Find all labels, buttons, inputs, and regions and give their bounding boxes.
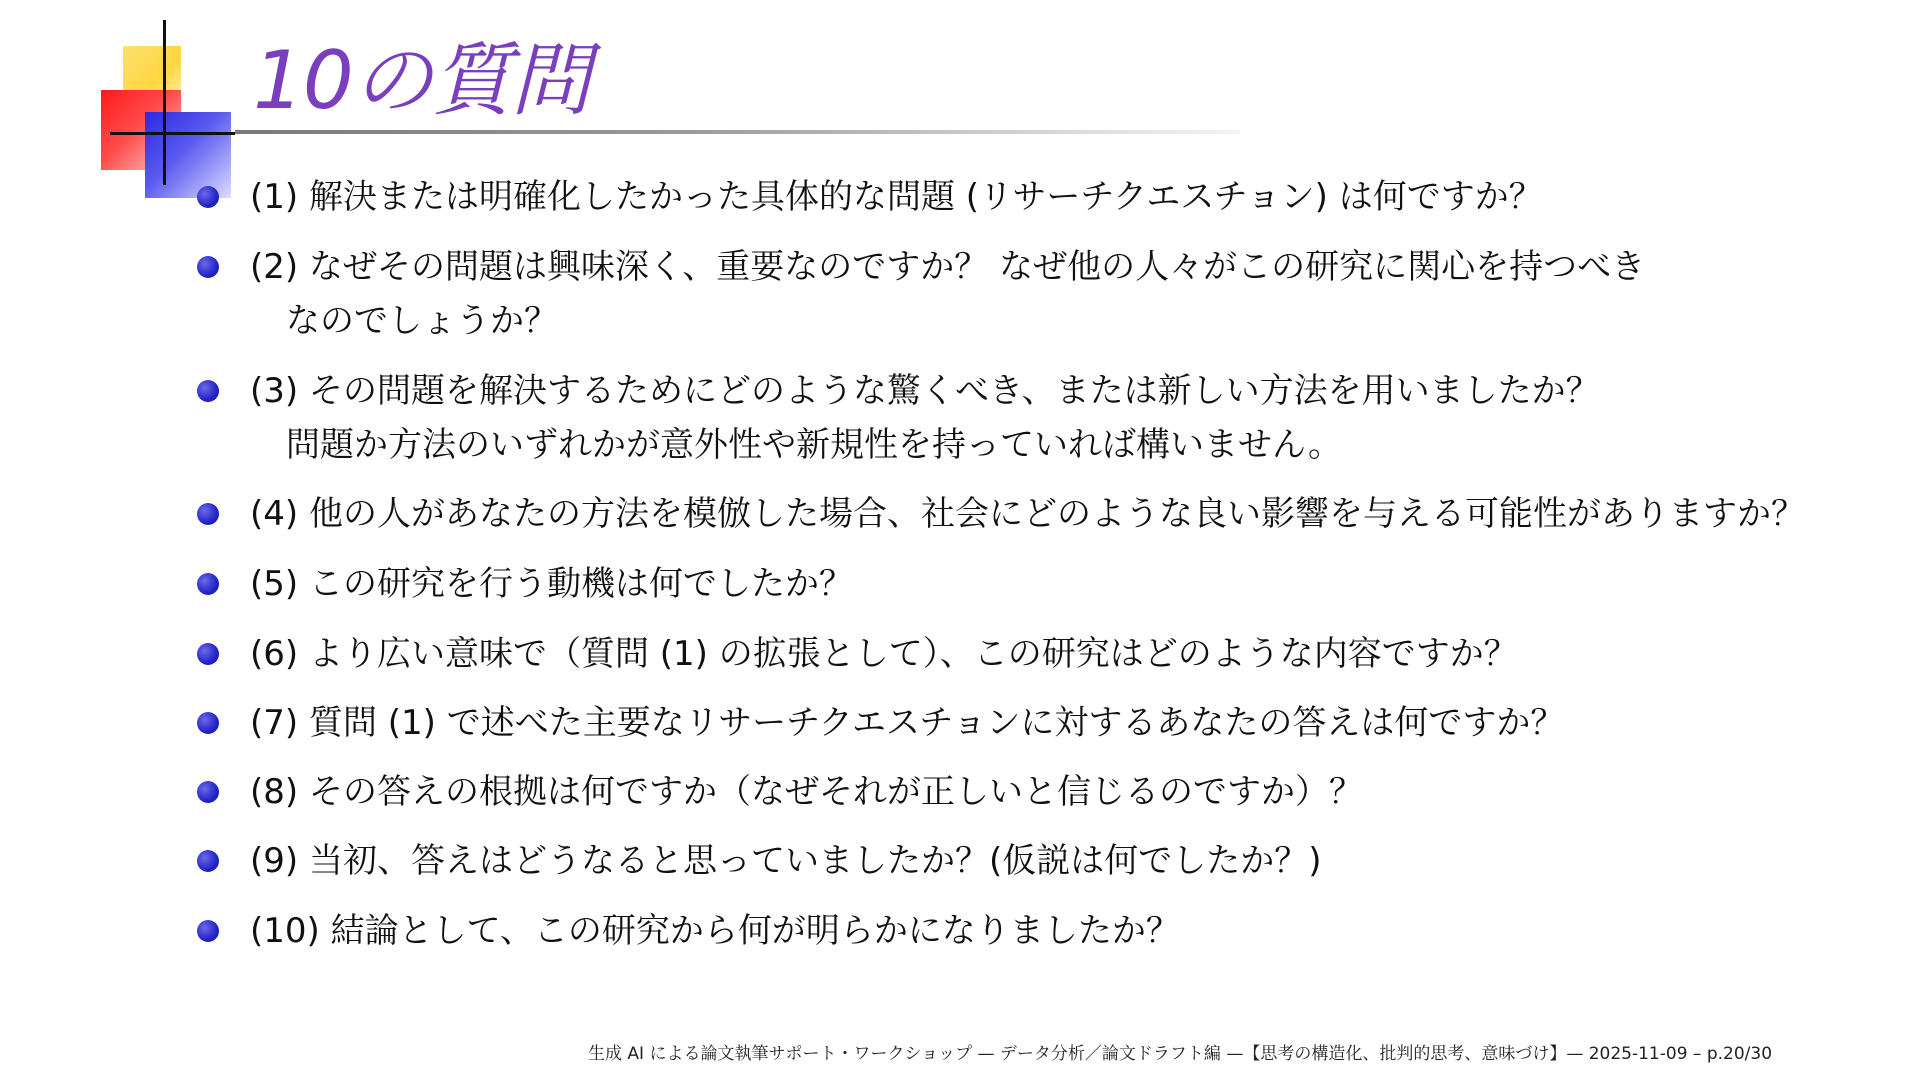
question-item-4 — [250, 487, 1805, 541]
bullet-icon — [197, 256, 219, 278]
question-text: (10) 結論として、この研究から何が明らかになりましたか？ — [250, 911, 1180, 951]
title-underline — [235, 130, 1240, 134]
bullet-icon — [197, 186, 219, 208]
question-text: (5) この研究を行う動機は何でしたか？ — [250, 564, 853, 604]
question-text: (3) その問題を解決するためにどのような驚くべき、または新しい方法を用いましたか？ — [250, 371, 1600, 411]
question-item-2 — [250, 240, 1645, 348]
bullet-icon — [197, 920, 219, 942]
question-item-6 — [250, 627, 1518, 681]
question-text: (7) 質問 (1) で述べた主要なリサーチクエスチョンに対するあなたの答えは何ですか？ — [250, 703, 1565, 743]
slide-logo — [95, 20, 245, 190]
question-item-3 — [250, 364, 1600, 472]
question-text: (1) 解決または明確化したかった具体的な問題 (リサーチクエスチョン) は何ですか？ — [250, 177, 1543, 217]
question-text: (2) なぜその問題は興味深く、重要なのですか？ なぜ他の人々がこの研究に関心を持つべき — [250, 247, 1646, 287]
bullet-icon — [197, 643, 219, 665]
question-text-continued: なのでしょうか？ — [286, 301, 558, 341]
question-text: (6) より広い意味で（質問 (1) の拡張として）、この研究はどのような内容ですか？ — [250, 634, 1518, 674]
question-item-10 — [250, 904, 1180, 958]
question-item-8 — [250, 765, 1363, 819]
question-text: (9) 当初、答えはどうなると思っていましたか？(仮説は何でしたか？) — [250, 841, 1322, 881]
logo-crosshair-vertical — [163, 20, 166, 185]
bullet-icon — [197, 850, 219, 872]
slide-footer: 生成 AI による論文執筆サポート・ワークショップ — データ分析／論文ドラフト編 —【思考の構造化、批判的思考、意味づけ】— 2025-11-09 – p.20/30 — [588, 1044, 1773, 1064]
question-item-5 — [250, 557, 853, 611]
question-item-7 — [250, 696, 1564, 750]
bullet-icon — [197, 573, 219, 595]
question-item-9 — [250, 834, 1322, 888]
bullet-icon — [197, 781, 219, 803]
bullet-icon — [197, 712, 219, 734]
question-item-1 — [250, 170, 1543, 224]
logo-crosshair-horizontal — [110, 132, 235, 135]
question-text: (4) 他の人があなたの方法を模倣した場合、社会にどのような良い影響を与える可能性がありますか？ — [250, 494, 1805, 534]
question-text: (8) その答えの根拠は何ですか（なぜそれが正しいと信じるのですか）？ — [250, 772, 1363, 812]
slide-title: 10の質問 — [253, 34, 590, 127]
bullet-icon — [197, 380, 219, 402]
logo-blue-square — [145, 112, 231, 198]
bullet-icon — [197, 503, 219, 525]
question-text-continued: 問題か方法のいずれかが意外性や新規性を持っていれば構いません。 — [286, 425, 1343, 465]
